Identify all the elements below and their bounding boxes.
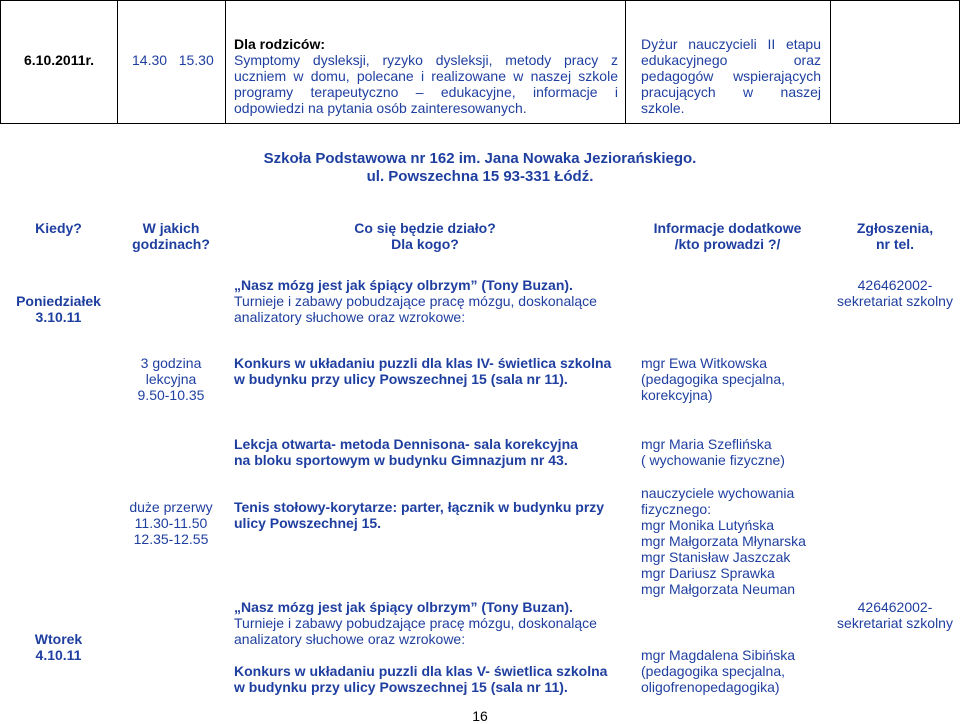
monday-brain-event: „Nasz mózg jest jak śpiący olbrzym” (Tony Buzan). Turnieje i zabawy pobudzające pracę mózgu, doskonalące analizatory słuchowe oraz wzrokowe: [234,277,597,325]
parents-text: Symptomy dysleksji, ryzyko dysleksji, metody pracy z uczniem w domu, polecane i realizowane w naszej szkole programy terapeutyczno – edukacyjne, informacje i odpowiedzi na pytania osób zainteresowanych. [234,52,618,116]
page-number: 16 [472,708,488,724]
top-table-border-left [0,0,1,124]
header-hours: W jakich godzinach? [132,220,210,252]
top-table-divider-3 [625,0,626,124]
top-table-divider-2 [225,0,226,124]
monday-puzzle-leader: mgr Ewa Witkowska (pedagogika specjalna, korekcyjna) [641,355,785,403]
tuesday-day: Wtorek 4.10.11 [34,631,83,663]
top-table-divider-4 [830,0,831,124]
monday-lesson-leader: mgr Maria Szeflińska ( wychowanie fizyczne) [641,436,785,468]
header-when: Kiedy? [35,220,82,236]
duty-text: Dyżur nauczycieli II etapu edukacyjnego oraz pedagogów wspierających pracujących w naszej szkole. [641,36,821,116]
monday-phone: 426462002- sekretariat szkolny [837,277,953,309]
header-signup: Zgłoszenia, nr tel. [856,220,934,252]
monday-lesson-text: Lekcja otwarta- metoda Dennisona- sala korekcyjna na bloku sportowym w budynku Gimnazjum nr 43. [234,436,578,468]
tuesday-brain-event: „Nasz mózg jest jak śpiący olbrzym” (Tony Buzan). Turnieje i zabawy pobudzające pracę mózgu, doskonalące analizatory słuchowe oraz wzrokowe: [234,599,597,647]
tuesday-puzzle-leader: mgr Magdalena Sibińska (pedagogika specjalna, oligofrenopedagogika) [641,647,796,695]
tuesday-puzzle-text: Konkurs w układaniu puzzli dla klas V- świetlica szkolna w budynku przy ulicy Powszechnej 15 (sala nr 11). [234,663,608,695]
top-time: 14.30 15.30 [132,52,214,68]
school-address: ul. Powszechna 15 93-331 Łódź. [366,168,594,185]
monday-tt-leaders: nauczyciele wychowania fizycznego: mgr Monika Lutyńska mgr Małgorzata Młynarska mgr Stanisław Jaszczak mgr Dariusz Sprawka mgr Małgorzata Neuman [641,485,806,597]
parents-cell [234,36,618,116]
top-table-divider-1 [117,0,118,124]
school-name: Szkoła Podstawowa nr 162 im. Jana Nowaka Jeziorańskiego. [263,150,697,167]
monday-puzzle-hours: 3 godzina lekcyjna 9.50-10.35 [137,355,205,403]
monday-tt-text: Tenis stołowy-korytarze: parter, łącznik w budynku przy ulicy Powszechnej 15. [234,499,605,531]
monday-brain-title: „Nasz mózg jest jak śpiący olbrzym” (Tony Buzan). [234,277,573,293]
tuesday-brain-title: „Nasz mózg jest jak śpiący olbrzym” (Tony Buzan). [234,599,573,615]
monday-tt-hours: duże przerwy 11.30-11.50 12.35-12.55 [129,499,213,547]
header-what: Co się będzie działo? Dla kogo? [354,220,496,252]
parents-heading: Dla rodziców: [234,36,326,52]
top-date: 6.10.2011r. [24,52,95,68]
top-table-border-top [0,0,960,1]
tuesday-phone: 426462002- sekretariat szkolny [837,599,953,631]
top-table-border-bottom [0,123,960,124]
monday-day: Poniedziałek 3.10.11 [16,293,101,325]
header-info: Informacje dodatkowe /kto prowadzi ?/ [653,220,802,252]
monday-puzzle-text: Konkurs w układaniu puzzli dla klas IV- świetlica szkolna w budynku przy ulicy Powszechnej 15 (sala nr 11). [234,355,612,387]
